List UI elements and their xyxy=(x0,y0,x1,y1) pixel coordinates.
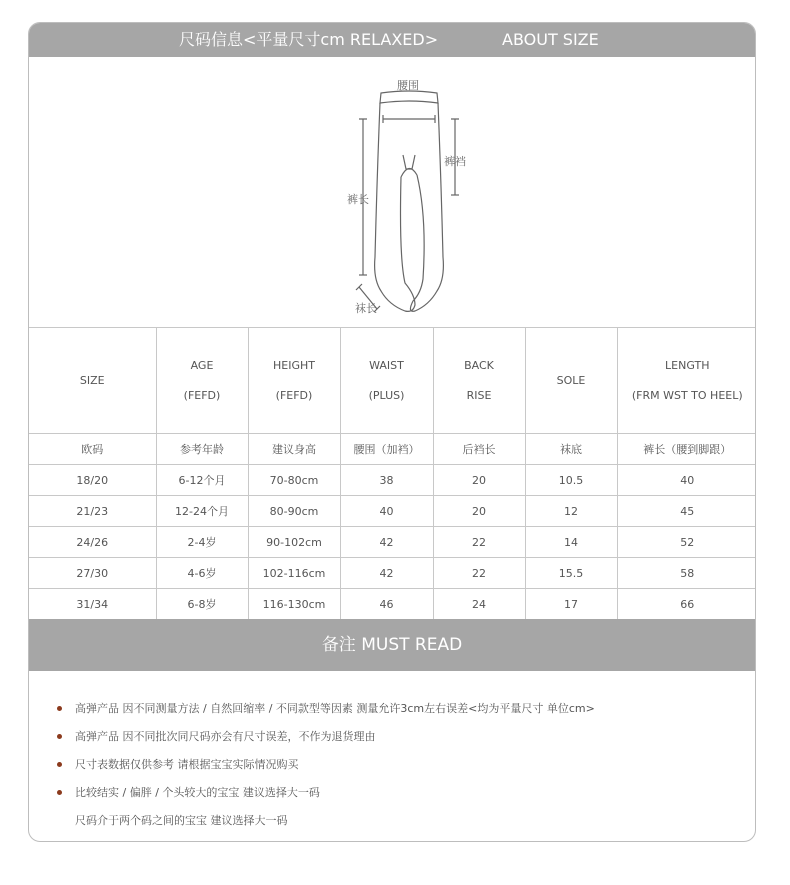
table-cell: 80-90cm xyxy=(248,496,340,527)
list-item xyxy=(57,695,747,723)
table-row xyxy=(29,527,756,558)
list-item xyxy=(57,751,747,779)
list-item xyxy=(57,723,747,751)
rise-label: 裤裆 xyxy=(444,155,466,168)
notes-header: 备注 MUST READ xyxy=(29,619,755,671)
table-cell: 31/34 xyxy=(29,589,156,620)
bullet-dot-icon xyxy=(57,734,62,739)
table-cell: 90-102cm xyxy=(248,527,340,558)
note-text: 比较结实 / 偏胖 / 个头较大的宝宝 建议选择大一码 xyxy=(75,786,320,799)
table-cell: 裤长（腰到脚跟） xyxy=(617,434,756,465)
table-cell: 116-130cm xyxy=(248,589,340,620)
table-row xyxy=(29,558,756,589)
notes-list xyxy=(57,695,747,835)
table-cell: 38 xyxy=(340,465,433,496)
table-cell: 17 xyxy=(525,589,617,620)
bullet-dot-icon xyxy=(57,762,62,767)
table-cell: 18/20 xyxy=(29,465,156,496)
table-cell: 45 xyxy=(617,496,756,527)
table-cell: 24 xyxy=(433,589,525,620)
note-text: 尺寸表数据仅供参考 请根据宝宝实际情况购买 xyxy=(75,758,299,771)
table-cell: 欧码 xyxy=(29,434,156,465)
size-chart-card xyxy=(28,22,756,842)
header-cell-height: HEIGHT (FEFD) xyxy=(248,328,340,434)
header-cell-sole: SOLE xyxy=(525,328,617,434)
table-cell: 4-6岁 xyxy=(156,558,248,589)
table-cell: 40 xyxy=(340,496,433,527)
table-cell: 46 xyxy=(340,589,433,620)
tights-outline-illustration xyxy=(29,57,756,327)
table-cell: 66 xyxy=(617,589,756,620)
table-row xyxy=(29,465,756,496)
note-text: 高弹产品 因不同批次同尺码亦会有尺寸误差，不作为退货理由 xyxy=(75,730,376,743)
list-item xyxy=(57,779,747,807)
size-info-header xyxy=(29,23,755,57)
table-cell: 42 xyxy=(340,527,433,558)
table-cell: 24/26 xyxy=(29,527,156,558)
tights-measurement-diagram xyxy=(29,57,755,327)
table-row xyxy=(29,589,756,620)
table-cell: 袜底 xyxy=(525,434,617,465)
table-cell: 42 xyxy=(340,558,433,589)
table-cell: 腰围（加裆） xyxy=(340,434,433,465)
table-cell: 6-8岁 xyxy=(156,589,248,620)
table-cell: 15.5 xyxy=(525,558,617,589)
header-cell-size: SIZE xyxy=(29,328,156,434)
table-cell: 20 xyxy=(433,465,525,496)
table-header-row xyxy=(29,328,756,434)
table-row xyxy=(29,496,756,527)
table-cell: 40 xyxy=(617,465,756,496)
size-info-title-en: ABOUT SIZE xyxy=(502,30,599,49)
table-cell: 20 xyxy=(433,496,525,527)
table-cell: 建议身高 xyxy=(248,434,340,465)
table-subheader-row xyxy=(29,434,756,465)
table-cell: 后裆长 xyxy=(433,434,525,465)
table-cell: 102-116cm xyxy=(248,558,340,589)
sole-label: 袜长 xyxy=(355,302,377,315)
header-cell-back-rise: BACK RISE xyxy=(433,328,525,434)
length-label: 裤长 xyxy=(347,193,369,206)
size-table xyxy=(29,327,756,620)
table-cell: 10.5 xyxy=(525,465,617,496)
note-text: 高弹产品 因不同测量方法 / 自然回缩率 / 不同款型等因素 测量允许3cm左右误差<均为平量尺寸 单位cm> xyxy=(75,702,595,715)
table-cell: 12 xyxy=(525,496,617,527)
table-cell: 6-12个月 xyxy=(156,465,248,496)
table-cell: 12-24个月 xyxy=(156,496,248,527)
table-cell: 22 xyxy=(433,558,525,589)
table-cell: 27/30 xyxy=(29,558,156,589)
header-cell-length: LENGTH (FRM WST TO HEEL) xyxy=(617,328,756,434)
header-cell-age: AGE (FEFD) xyxy=(156,328,248,434)
table-cell: 70-80cm xyxy=(248,465,340,496)
table-cell: 58 xyxy=(617,558,756,589)
table-cell: 22 xyxy=(433,527,525,558)
table-cell: 参考年龄 xyxy=(156,434,248,465)
table-cell: 2-4岁 xyxy=(156,527,248,558)
table-cell: 52 xyxy=(617,527,756,558)
note-text: 尺码介于两个码之间的宝宝 建议选择大一码 xyxy=(75,814,288,827)
bullet-dot-icon xyxy=(57,706,62,711)
size-info-title-cn: 尺码信息<平量尺寸cm RELAXED> xyxy=(179,30,439,49)
table-cell: 14 xyxy=(525,527,617,558)
waist-label: 腰围 xyxy=(397,79,419,92)
header-cell-waist: WAIST (PLUS) xyxy=(340,328,433,434)
bullet-dot-icon xyxy=(57,790,62,795)
table-cell: 21/23 xyxy=(29,496,156,527)
list-item xyxy=(57,807,747,835)
